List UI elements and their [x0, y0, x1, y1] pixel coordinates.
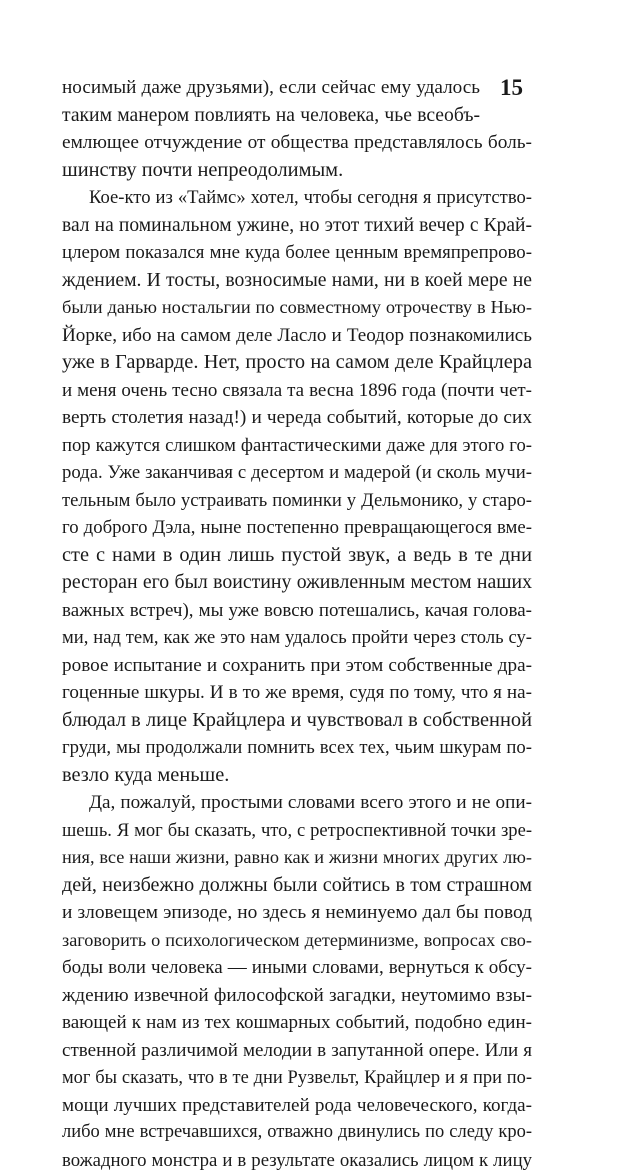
text-line: блюдал в лице Крайцлера и чувствовал в собственной [62, 707, 532, 735]
text-line: тельным было устраивать поминки у Дельмонико, у старо- [62, 487, 532, 515]
text-line: Йорке, ибо на самом деле Ласло и Теодор познакомились [62, 322, 532, 350]
page-number: 15 [500, 74, 523, 102]
body-text [62, 74, 532, 1174]
text-line: емлющее отчуждение от общества представлялось боль- [62, 129, 532, 157]
text-line: мощи лучших представителей рода человеческого, когда- [62, 1092, 532, 1120]
text-line: рода. Уже заканчивая с десертом и мадерой (и сколь мучи- [62, 459, 532, 487]
text-line: го доброго Дэла, ныне постепенно превращающегося вме- [62, 514, 532, 542]
text-line: ми, над тем, как же это нам удалось пройти через столь су- [62, 624, 532, 652]
text-line: вожадного монстра и в результате оказались лицом к лицу [62, 1147, 532, 1174]
text-line: шинству почти непреодолимым. [62, 157, 532, 185]
text-line: и меня очень тесно связала та весна 1896 года (почти чет- [62, 377, 532, 405]
text-line: гоценные шкуры. И в то же время, судя по тому, что я на- [62, 679, 532, 707]
text-line: ждением. И тосты, возносимые нами, ни в коей мере не [62, 267, 532, 295]
text-line: ровое испытание и сохранить при этом собственные дра- [62, 652, 532, 680]
text-line: Да, пожалуй, простыми словами всего этого и не опи- [62, 789, 532, 817]
text-line: либо мне встречавшихся, отважно двинулись по следу кро- [62, 1119, 532, 1147]
text-line: верть столетия назад!) и череда событий, которые до сих [62, 404, 532, 432]
text-line: вал на поминальном ужине, но этот тихий вечер с Край- [62, 212, 532, 240]
text-line: мог бы сказать, что в те дни Рузвельт, Крайцлер и я при по- [62, 1064, 532, 1092]
text-line: носимый даже друзьями), если сейчас ему удалось [62, 74, 480, 102]
text-line: были данью ностальгии по совместному отрочеству в Нью- [62, 294, 532, 322]
text-line: уже в Гарварде. Нет, просто на самом деле Крайцлера [62, 349, 532, 377]
text-line: заговорить о психологическом детерминизме, вопросах сво- [62, 927, 532, 955]
text-line: пор кажутся слишком фантастическими даже для этого го- [62, 432, 532, 460]
text-line: сте с нами в один лишь пустой звук, а ведь в те дни [62, 542, 532, 570]
text-line: важных встреч), мы уже вовсю потешались, качая голова- [62, 597, 532, 625]
text-line: Кое-кто из «Таймс» хотел, чтобы сегодня я присутство- [62, 184, 532, 212]
text-line: цлером показался мне куда более ценным времяпрепрово- [62, 239, 532, 267]
text-line: и зловещем эпизоде, но здесь я неминуемо дал бы повод [62, 899, 532, 927]
text-line: ния, все наши жизни, равно как и жизни многих других лю- [62, 844, 532, 872]
text-line: шешь. Я мог бы сказать, что, с ретроспективной точки зре- [62, 817, 532, 845]
text-line: ждению извечной философской загадки, неутомимо взы- [62, 982, 532, 1010]
text-line: таким манером повлиять на человека, чье всеобъ- [62, 102, 480, 130]
text-line: боды воли человека — иными словами, вернуться к обсу- [62, 954, 532, 982]
text-line: везло куда меньше. [62, 762, 532, 790]
text-line: ресторан его был воистину оживленным местом наших [62, 569, 532, 597]
text-line: дей, неизбежно должны были сойтись в том страшном [62, 872, 532, 900]
text-line: ственной различимой мелодии в запутанной опере. Или я [62, 1037, 532, 1065]
text-line: груди, мы продолжали помнить всех тех, чьим шкурам по- [62, 734, 532, 762]
text-line: вающей к нам из тех кошмарных событий, подобно един- [62, 1009, 532, 1037]
